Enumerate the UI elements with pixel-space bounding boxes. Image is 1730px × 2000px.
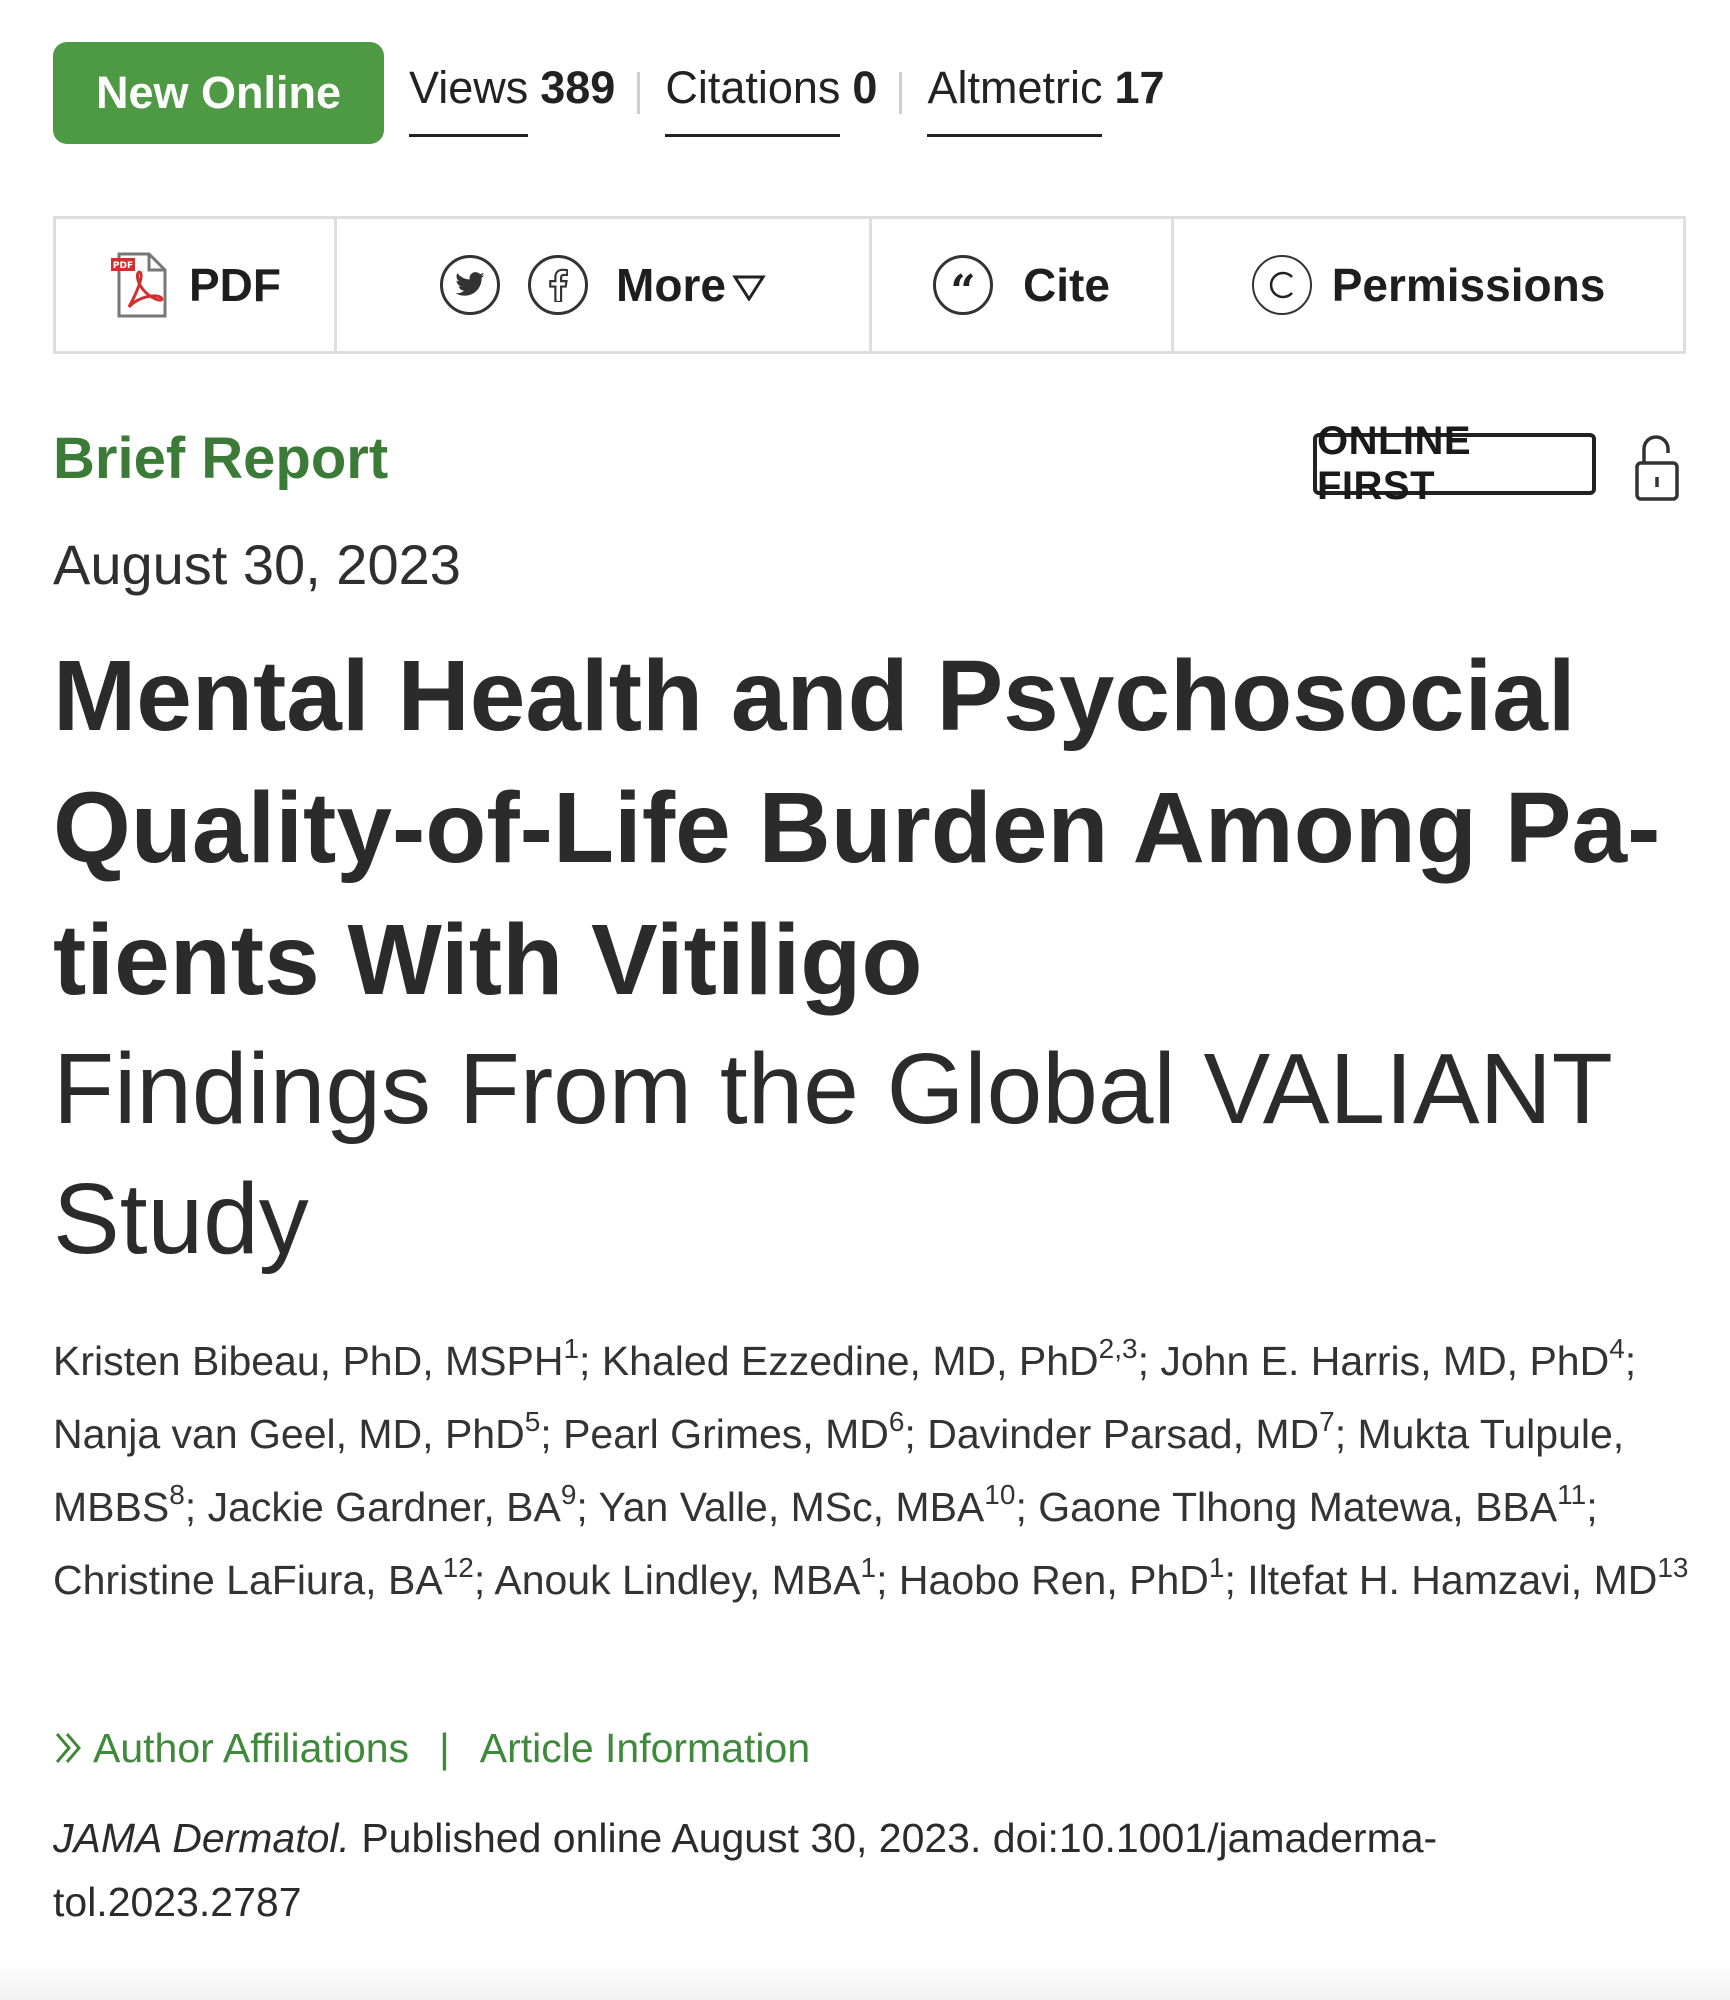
author-name[interactable]: Anouk Lindley, MBA xyxy=(494,1557,861,1603)
altmetric-label[interactable]: Altmetric xyxy=(927,62,1102,137)
altmetric-metric[interactable] xyxy=(927,42,1164,144)
author-name[interactable]: Christine LaFiura, BA xyxy=(53,1557,443,1603)
new-online-badge: New Online xyxy=(53,42,384,144)
lock-open-icon xyxy=(1632,433,1682,503)
author-name[interactable]: Jackie Gardner, BA xyxy=(207,1484,561,1530)
affiliation-marker: 4 xyxy=(1609,1333,1625,1364)
publish-date: August 30, 2023 xyxy=(53,533,461,596)
citations-label[interactable]: Citations xyxy=(665,62,840,137)
quote-icon xyxy=(933,255,993,315)
online-first-badge: ONLINE FIRST xyxy=(1313,433,1596,495)
affiliation-marker: 1 xyxy=(860,1552,877,1583)
author-list: Kristen Bibeau, PhD, MSPH$^1$; Khaled Ezzedine, MD, PhD$^{2,3}$; John E. Harris, MD, PhD$^4$; Nanja van Geel, MD, PhD$^5$; Pearl Grimes, $MD^6$; Davinder Parsad, $MD^7$; Mukta Tulpule, MBBS$^8$; Jackie Gardner, $BA^9$; Yan Valle, MSc, MBA$^{10}$; Gaone Tlhong Matewa, BBA$^{11}$; Christine LaFiura, BA$^{12}$; Anouk Lindley, MBA$^1$; Haobo Ren, PhD$^1$; Iltefat H. Hamzavi, MD$^{13}$ xyxy=(53,1333,1689,1603)
affiliation-marker: 6 xyxy=(888,1406,905,1437)
permissions-button[interactable] xyxy=(1174,219,1683,351)
views-metric[interactable] xyxy=(409,42,615,144)
author-name[interactable]: Kristen Bibeau, PhD, MSPH xyxy=(53,1338,564,1384)
author-name[interactable]: Yan Valle, MSc, MBA xyxy=(598,1484,985,1530)
citation-line xyxy=(53,1806,1573,1934)
views-label[interactable]: Views xyxy=(409,62,528,137)
citations-metric[interactable] xyxy=(665,42,877,144)
metric-divider xyxy=(899,72,902,114)
pdf-label: PDF xyxy=(189,259,281,311)
more-label: More xyxy=(616,259,726,311)
link-separator: | xyxy=(439,1724,450,1771)
report-type-row xyxy=(53,419,1686,508)
caret-down-icon xyxy=(732,258,766,312)
share-group xyxy=(337,219,872,351)
author-name[interactable]: Davinder Parsad, MD xyxy=(927,1411,1320,1457)
author-name[interactable]: Mukta Tulpule, MBBS xyxy=(53,1411,1625,1530)
cite-button[interactable] xyxy=(872,219,1174,351)
metrics-bar xyxy=(53,42,1165,144)
bottom-fade xyxy=(0,1960,1730,2000)
affiliation-marker: 5 xyxy=(524,1406,541,1437)
twitter-icon[interactable] xyxy=(440,255,500,315)
views-count: 389 xyxy=(540,62,616,113)
svg-text:“: “ xyxy=(950,272,976,298)
citations-count: 0 xyxy=(852,62,878,113)
journal-abbrev: JAMA Dermatol. xyxy=(53,1815,350,1861)
author-name[interactable]: Gaone Tlhong Matewa, BBA xyxy=(1038,1484,1558,1530)
author-affiliations-link[interactable]: Author Affiliations xyxy=(93,1724,410,1771)
metric-divider xyxy=(637,72,640,114)
copyright-icon xyxy=(1252,255,1312,315)
author-name[interactable]: Pearl Grimes, MD xyxy=(563,1411,889,1457)
article-toolbar xyxy=(53,216,1686,354)
author-name[interactable]: Khaled Ezzedine, MD, PhD xyxy=(601,1338,1099,1384)
affiliation-marker: 8 xyxy=(169,1479,185,1510)
article-subtitle: Findings From the Global VALIANT Study xyxy=(53,1033,1612,1275)
article-type: Brief Report xyxy=(53,426,389,491)
cite-label: Cite xyxy=(1023,259,1110,311)
altmetric-score: 17 xyxy=(1114,62,1165,113)
affiliation-marker: 1 xyxy=(563,1333,580,1364)
author-name[interactable]: John E. Harris, MD, PhD xyxy=(1160,1338,1610,1384)
affiliation-marker: 7 xyxy=(1319,1406,1335,1437)
citation-details: Published online August 30, 2023. doi:10.1001/jamadermatol.2023.2787 xyxy=(53,1815,1438,1925)
affiliation-marker: 9 xyxy=(560,1479,577,1510)
affiliation-marker: 12 xyxy=(442,1552,474,1583)
author-name[interactable]: Nanja van Geel, MD, PhD xyxy=(53,1411,525,1457)
permissions-label: Permissions xyxy=(1331,259,1606,311)
affiliation-marker: 10 xyxy=(984,1479,1016,1510)
affiliation-marker: 13 xyxy=(1657,1552,1689,1583)
article-information-link[interactable]: Article Information xyxy=(479,1724,811,1771)
author-name[interactable]: Iltefat H. Hamzavi, MD xyxy=(1247,1557,1658,1603)
more-button[interactable] xyxy=(616,258,766,312)
svg-text:PDF: PDF xyxy=(112,261,134,271)
author-name[interactable]: Haobo Ren, PhD xyxy=(898,1557,1209,1603)
double-chevron-right-icon xyxy=(53,1728,85,1768)
affiliation-marker: 11 xyxy=(1557,1479,1587,1510)
facebook-icon[interactable] xyxy=(528,255,588,315)
affiliation-marker: 1 xyxy=(1208,1552,1225,1583)
pdf-icon xyxy=(109,252,169,318)
pdf-button[interactable] xyxy=(56,219,337,351)
article-title: Mental Health and Psychosocial Quality-of-Life Burden Among Patients With Vitiligo xyxy=(53,640,1661,1016)
article-links xyxy=(53,1718,810,1778)
affiliation-marker: 2,3 xyxy=(1098,1333,1138,1364)
